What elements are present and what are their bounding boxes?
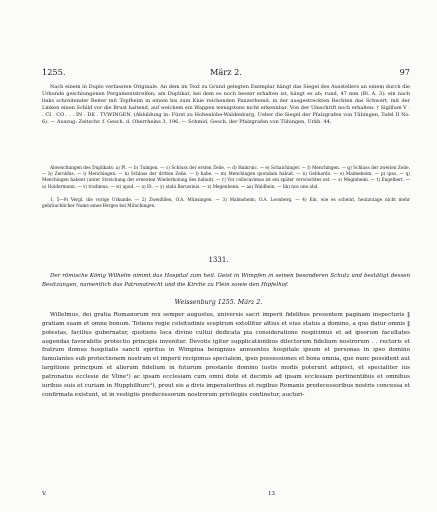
dateline: Weissenburg 1255. März 2. (174, 299, 263, 306)
regest-text: Der römische König Wilhelm nimmt das Hospital zum heil. Geist in Wimpfen in seinen besonderen Schutz und bestätigt dessen Besitzungen, namentlich das Patronatrecht und die Kirche zu Flein sowie den Hipfelhof. (42, 273, 410, 289)
header-date: März 2. (210, 67, 242, 77)
regest (42, 272, 410, 290)
header-year: 1255. (42, 67, 66, 77)
charter-text (42, 311, 410, 399)
document-number: 1331. (208, 256, 229, 264)
sheet-number: 13 (268, 491, 275, 497)
charter-paragraph: Willelmus, dei gratia Romanorum rex semper augustus, universis sacri imperii fidelibus presentem paginam inspecturis ‖ gratiam suam et omne bonum. Totiens regie celsitudinis sceptrum extollitur altius et eius status a domino, a quo datur omnis ‖ potestas, facilius gubernatur, quotiens loca divino cultui dedicata pia consideratione respicimus et ad ipsorum facultates augendas favorabilis protectio principis invenitur. Devotis igitur supplicationibus dilectorum fidelium nostrorum . . rectoris et fratrum domus hospitalis sancti spiritus in Wimpina benignius annuentes hospitale ipsum et personas in ipso domino famulantes sub protectionem nostram et imperii recipimus specialem, ipsis possessiones et bona omnia, que nunc possident aut largitione principum et aliorum fidelium in futurum prestante domino iustis modis poterunt adipisci, et specialiter ius patronatus ecclesie de Vline¹) ac ipsam ecclesiam cum omni dote et decimis ad ipsam ecclesiam pertinentibus et omnibus iuribus suis et curiam in Hupphilhurc²), prout eis a divis imperatoribus et regibus Romanis predecessoribus nostris concessa et confirmata existunt, ut in vestigiis predecessorum nostrorum privilegiis continetur, auctori- (42, 312, 410, 398)
duplicate-variants (42, 166, 410, 191)
source-notes-paragraph: Nach einem in Duplo verfassten Originale. An dem im Text zu Grund gelegten Exemplar hängt das Siegel des Ausstellers an einem durch die Urkunde geschlungenen Pergamentstreifen; am Duplikat, bei dem es noch besser erhalten ist, hängt es ab; rund, 47 mm (Bl. A. 3): ein nach links schreitender Reiter mit Topfhelm in einem bis zum Knie reichenden Panzerhemd, in der ausgestreckten Rechten das Schwert, mit der Linken einen Schild vor die Brust haltend, auf welchem ein Wappen wenigstens nicht erkennbar. Von der Umschrift noch erhalten: † Sigillum V . . CI . CO . . . IN . DE . TVWINGEN. (Abbildung in: Fürst zu Hohenlohe-Waldenburg, Ueber die Siegel der Pfalzgrafen von Tübingen, Tafel II No. 6). — Auszug: Zeitschr. f. Gesch. d. Oberrheins 3, 196. — Schmid, Gesch. der Pfalzgrafen von Tübingen, Urkb. 44. (42, 84, 410, 126)
footnote: 1, 5—9) Vergl. die vorige Urkunde. — 2) Zweidlilen, O.A. Münsingen. — 3) Malmsheim, O.A. Leonberg. — 4) Ein, wie es scheint, heutzutage nicht mehr gebräuchlicher Name eines Berges bei Münchingen. (42, 198, 410, 210)
page-number: 97 (399, 67, 410, 77)
page-footer (42, 491, 410, 501)
footnotes (42, 198, 410, 210)
source-notes (42, 84, 410, 126)
signature-mark: V. (42, 491, 47, 497)
variants-paragraph: Abweichungen des Duplikats: a) Pl. — b) Tuingen. — c) Schluss der ersten Zeile. — d) Hainruic. — e) Schaichinger. — f) Menchingen. — g) Schluss der zweiten Zeile. — h) Zeroldus. — i) Menchingen. — k) Schluss der dritten Zeile. — l) habe. — m) Menchingen quondam habuit. — n) Gebhardo. — o) Malmeheim. — p) ipso. — q) Menchingen habent (unter Streichung der erneuten Wiederholung des habuit). — r) Vor collocavimus ist ein später verwischtes est. — s) Meginheim. — t) Engelbert. — u) Holdermann. — v) tradimus. — w) apud. — x) Et. — y) stabi Baruwinis. — z) Megenheim. — aa) Waldhein. — bb) nos une abd. (42, 166, 410, 190)
running-header (42, 67, 410, 79)
